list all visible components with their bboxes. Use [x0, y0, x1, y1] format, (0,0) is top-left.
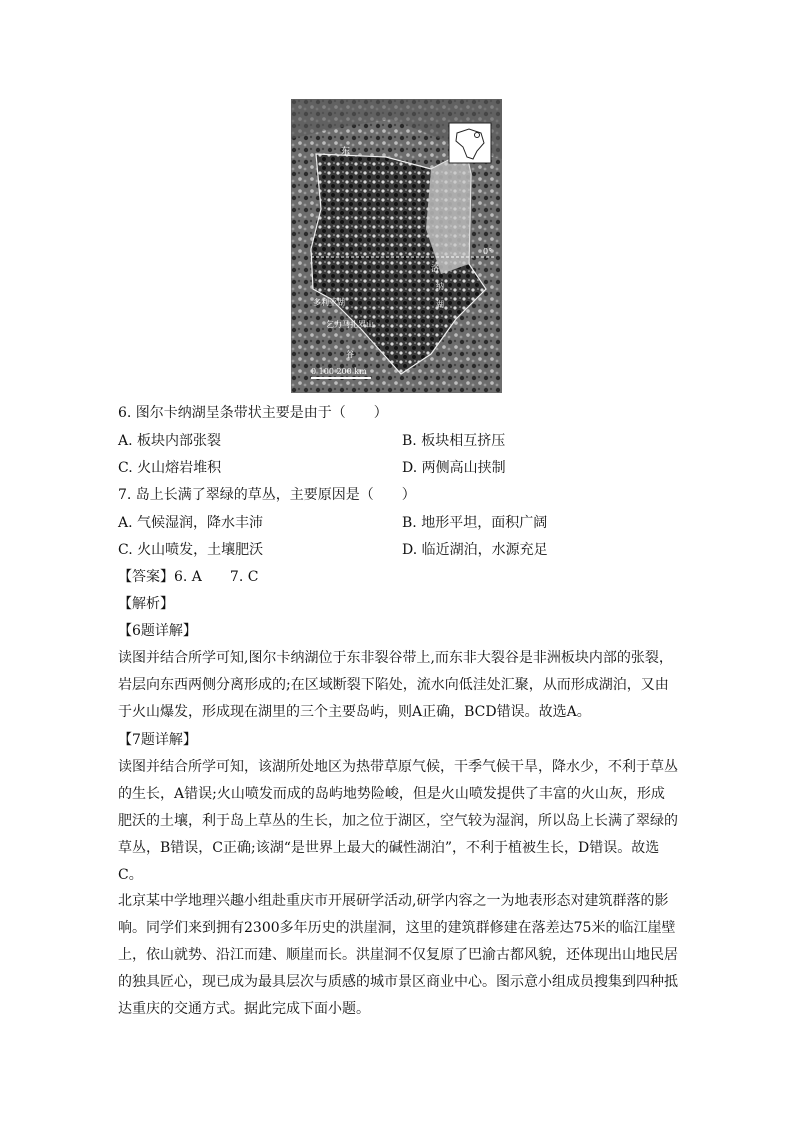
intro-line: 达重庆的交通方式。据此完成下面小题。 [118, 1001, 370, 1017]
intro-line: 响。同学们来到拥有2300多年历史的洪崖洞，这里的建筑群修建在落差达75米的临江崖壁 [118, 920, 676, 936]
intro-paragraph [118, 888, 678, 1023]
detail-6-heading: 【6题详解】 [118, 623, 197, 639]
map-label-bottom: 谷 [346, 350, 354, 359]
map-label-lake-part2: 湖 [436, 300, 444, 309]
q6-option-d: D. 两侧高山挟制 [402, 460, 506, 476]
intro-line: 上，依山就势、沿江而建、顺崖而长。洪崖洞不仅复原了巴渝古都风貌，还体现出山地民居 [118, 947, 678, 963]
intro-line: 北京某中学地理兴趣小组赴重庆市开展研学活动,研学内容之一为地表形态对建筑群落的影 [118, 893, 669, 909]
intro-line: 的独具匠心，现已成为最具层次与质感的城市景区商业中心。图示意小组成员搜集到四种抵 [118, 974, 678, 990]
q7-stem: 7. 岛上长满了翠绿的草丛，主要原因是（ ） [118, 487, 416, 503]
q7-option-b: B. 地形平坦，面积广阔 [402, 515, 548, 531]
q7-option-d: D. 临近湖泊，水源充足 [402, 542, 548, 558]
detail-7-line: 肥沃的土壤，利于岛上草丛的生长，加之位于湖区，空气较为湿润，所以岛上长满了翠绿的 [118, 813, 678, 829]
map-label-lake-victoria: 多利亚湖 [313, 298, 345, 307]
detail-7-paragraph [118, 754, 678, 889]
detail-6-paragraph [118, 645, 678, 726]
map-label-lake-part: 纳 [436, 282, 444, 291]
q7-option-c: C. 火山喷发，土壤肥沃 [118, 542, 264, 558]
detail-6-line: 岩层向东西两侧分离形成的;在区域断裂下陷处，流水向低洼处汇聚，从而形成湖泊，又由 [118, 677, 669, 693]
detail-7-line: C。 [118, 867, 143, 883]
map-label-region: 东 [341, 147, 351, 157]
kenya-satellite-map [291, 99, 502, 393]
detail-7-heading: 【7题详解】 [118, 732, 197, 748]
detail-7-line: 读图并结合所学可知，该湖所处地区为热带草原气候，干季气候干旱，降水少，不利于草丛 [118, 759, 678, 775]
q6-option-b: B. 板块相互挤压 [402, 433, 506, 449]
detail-6-line: 于火山爆发，形成现在湖里的三个主要岛屿，则A正确，BCD错误。故选A。 [118, 704, 591, 720]
map-label-kilimanjaro: 乞力马扎罗山 [326, 320, 374, 329]
q6-stem: 6. 图尔卡纳湖呈条带状主要是由于（ ） [118, 405, 388, 421]
map-label-lake-part3: 洛 [431, 264, 439, 273]
q6-option-c: C. 火山熔岩堆积 [118, 460, 222, 476]
map-scale: 0 100 200 km [311, 367, 367, 376]
q6-option-a: A. 板块内部张裂 [118, 433, 222, 449]
q7-option-a: A. 气候湿润，降水丰沛 [118, 515, 264, 531]
detail-6-line: 读图并结合所学可知,图尔卡纳湖位于东非裂谷带上,而东非大裂谷是非洲板块内部的张裂， [118, 650, 673, 666]
detail-7-line: 草丛，B错误，C正确;该湖“是世界上最大的碱性湖泊”，不利于植被生长，D错误。故选 [118, 840, 660, 856]
answer-line: 【答案】6. A 7. C [118, 569, 259, 585]
analysis-heading: 【解析】 [118, 596, 174, 612]
detail-7-line: 的生长，A错误;火山喷发而成的岛屿地势险峻，但是火山喷发提供了丰富的火山灰，形成 [118, 786, 665, 802]
map-label-equator: 0° [483, 247, 493, 256]
